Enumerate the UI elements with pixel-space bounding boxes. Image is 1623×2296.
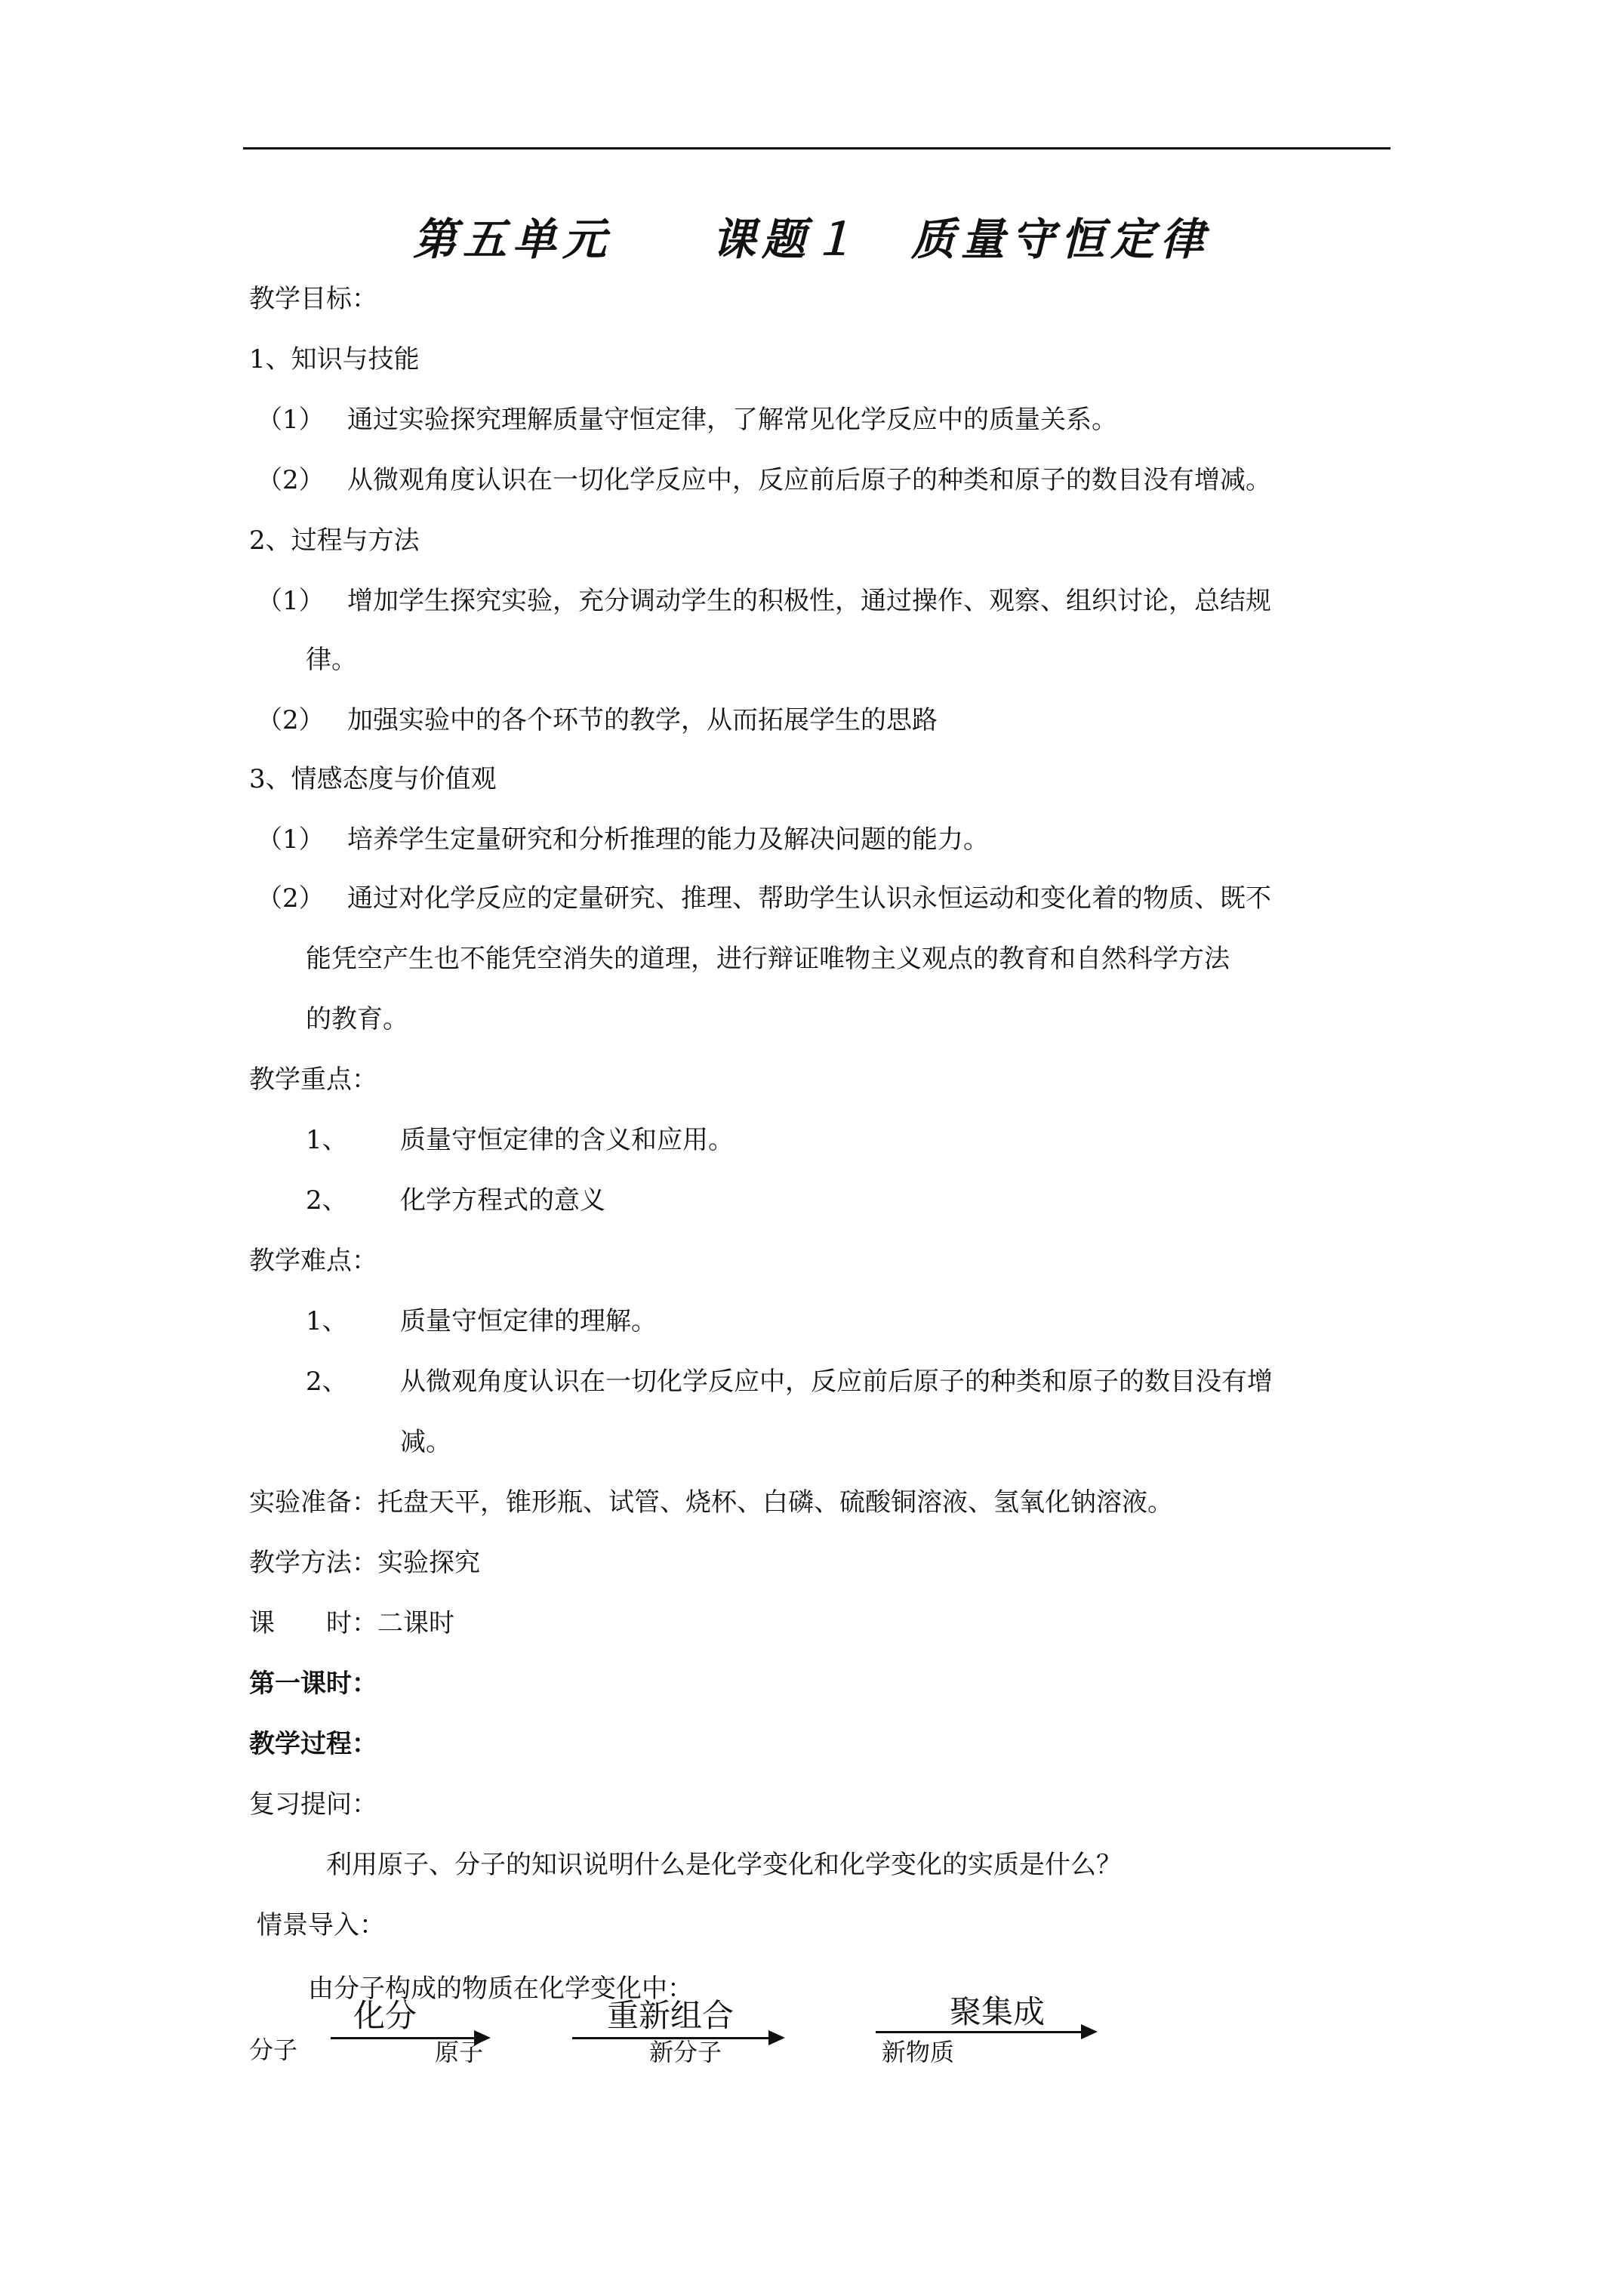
goal-section-heading: 2、过程与方法 [249,525,420,556]
item-number: （1） [257,405,325,435]
item-number: 1、 [306,1125,348,1155]
item-number: （2） [257,883,325,914]
item-text: 化学方程式的意义 [400,1185,605,1216]
difficulties-heading: 教学难点： [249,1246,377,1276]
item-number: （1） [257,824,325,855]
review-question: 利用原子、分子的知识说明什么是化学变化和化学变化的实质是什么？ [326,1850,1122,1880]
page-title: 第五单元 课题１ 质量守恒定律 [412,214,1210,265]
item-number: （1） [257,586,325,616]
item-text: 加强实验中的各个环节的教学，从而拓展学生的思路 [347,705,938,735]
item-text-continued: 的教育。 [306,1004,408,1034]
item-number: 2、 [306,1185,348,1216]
header-rule [243,147,1390,149]
lesson-one-heading: 第一课时： [249,1669,377,1699]
item-text: 质量守恒定律的理解。 [400,1306,657,1336]
review-heading: 复习提问： [249,1789,377,1820]
item-text: 增加学生探究实验，充分调动学生的积极性，通过操作、观察、组织讨论，总结规 [347,586,1271,616]
teaching-method: 教学方法：实验探究 [249,1548,480,1578]
experiment-prep: 实验准备：托盘天平，锥形瓶、试管、烧杯、白磷、硫酸铜溶液、氢氧化钠溶液。 [249,1487,1173,1518]
flow-node-new-molecule: 新分子 [649,2038,722,2066]
flow-label-recombine: 重新组合 [607,1997,735,2034]
item-text: 质量守恒定律的含义和应用。 [400,1125,734,1155]
flow-node-molecule: 分子 [249,2036,298,2064]
class-hours [249,1605,454,1641]
item-text: 培养学生定量研究和分析推理的能力及解决问题的能力。 [347,824,989,855]
item-number: 2、 [306,1367,348,1397]
class-hours-label: 课 时： [249,1608,377,1638]
item-text: 通过实验探究理解质量守恒定律，了解常见化学反应中的质量关系。 [347,405,1117,435]
flow-node-new-substance: 新物质 [882,2038,955,2066]
item-text-continued: 减。 [400,1427,451,1457]
flow-label-aggregate: 聚集成 [950,1993,1046,2030]
goal-section-heading: 1、知识与技能 [249,344,420,374]
class-hours-value: 二课时 [377,1608,454,1638]
flow-label-decompose: 化分 [353,1997,417,2034]
item-text-continued: 能凭空产生也不能凭空消失的道理，进行辩证唯物主义观点的教育和自然科学方法 [306,944,1230,974]
goal-section-heading: 3、情感态度与价值观 [249,764,497,794]
flow-intro: 由分子构成的物质在化学变化中： [308,1974,693,2004]
item-text: 从微观角度认识在一切化学反应中，反应前后原子的种类和原子的数目没有增 [400,1367,1273,1397]
item-number: （2） [257,705,325,735]
goals-heading: 教学目标： [249,284,377,314]
key-points-heading: 教学重点： [249,1065,377,1095]
item-text: 从微观角度认识在一切化学反应中，反应前后原子的种类和原子的数目没有增减。 [347,465,1271,495]
item-text-continued: 律。 [306,645,357,675]
item-number: 1、 [306,1306,348,1336]
item-number: （2） [257,465,325,495]
intro-heading: 情景导入： [257,1910,385,1940]
flow-node-atom: 原子 [435,2038,484,2066]
teaching-process-heading: 教学过程： [249,1729,377,1759]
item-text: 通过对化学反应的定量研究、推理、帮助学生认识永恒运动和变化着的物质、既不 [347,883,1271,914]
flow-arrow [876,2031,1095,2033]
